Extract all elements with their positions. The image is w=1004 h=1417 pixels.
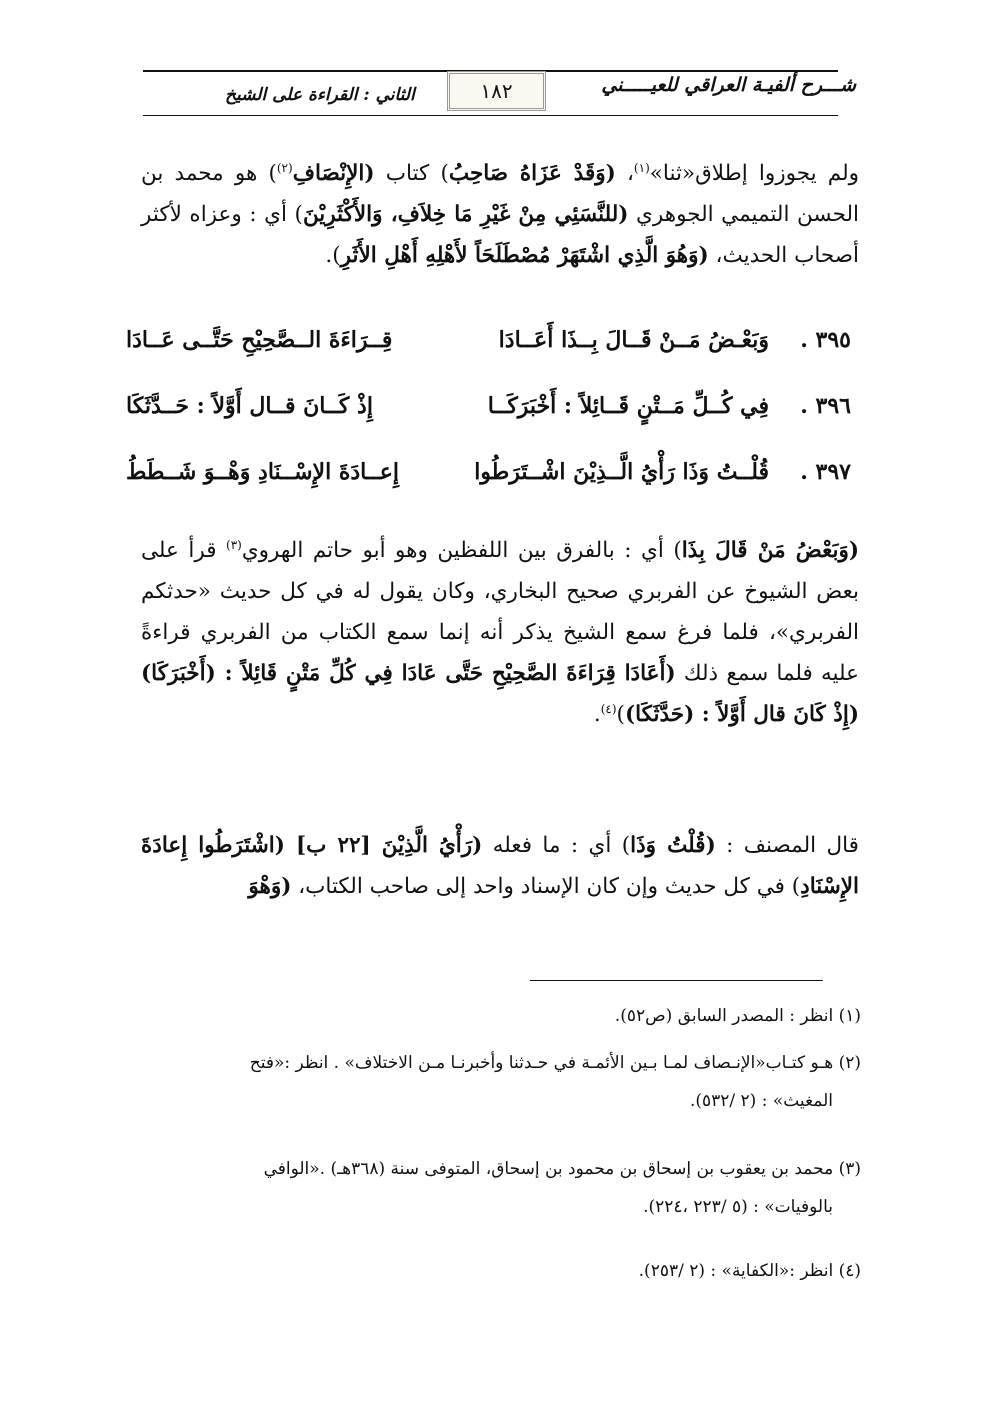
footnote-line: بالوفيات» : (٥ /٢٢٣ ،٢٢٤). — [643, 1197, 833, 1217]
footnote-4 — [141, 1252, 861, 1290]
footnote-ref-1[interactable]: (١) — [633, 160, 650, 175]
paragraph-1 — [141, 153, 859, 276]
verse-397 — [126, 452, 851, 492]
running-book-title: شـــرح ألفيـة العراقي للعيـــــني — [601, 74, 856, 96]
verse-quote: (للنَّسَئِي مِنْ غَيْرِ مَا خِلاَفِ، وَالأَكْثَرِيْنَ — [302, 202, 629, 227]
footnote-line: (٢) هـو كتـاب«الإنـصاف لمـا بـين الأئمـة في حـدثنا وأخبرنـا مـن الاختلاف» . انظر :«فتح — [249, 1053, 861, 1073]
footnote-ref-4[interactable]: (٤) — [600, 701, 617, 716]
verse-quote: (اشْتَرَطُوا إِعادَةَ الإِسْنَادِ — [141, 833, 859, 899]
running-chapter-title: الثاني : القراءة على الشيخ — [225, 85, 415, 105]
text-segment: ) أي : ما فعله — [482, 833, 631, 858]
footnote-line: المغيث» : (٢ /٥٣٢). — [689, 1091, 833, 1111]
text-segment: ) — [616, 702, 625, 727]
footnote-separator — [530, 980, 823, 981]
verse-first-hemistich: فِي كُــلِّ مَــتْنٍ قَــائِلاً : أَخْبَرَكَــا — [487, 393, 769, 419]
page-number-box — [447, 71, 546, 111]
verse-second-hemistich: إِعــادَةَ الإِسْــنَادِ وَهْــوَ شَــطَطُ — [126, 459, 399, 485]
verse-395 — [126, 320, 851, 360]
text-segment: ) في كل حديث وإن كان الإسناد واحد إلى صاحب الكتاب، — [291, 874, 801, 899]
verse-396 — [126, 386, 851, 426]
verse-number: ٣٩٥ . — [800, 327, 851, 353]
page-number: ١٨٢ — [480, 79, 513, 103]
paragraph-2 — [141, 530, 859, 735]
footnote-3 — [141, 1150, 861, 1226]
verse-number: ٣٩٧ . — [800, 459, 851, 485]
footnote-1 — [141, 997, 861, 1035]
verse-second-hemistich: إِذْ كَــانَ قــال أَوَّلاً : حَــدَّثَكَا — [126, 393, 373, 419]
verse-quote: (وَهْوَ — [248, 874, 292, 899]
verse-first-hemistich: قُلْــتُ وَذَا رَأْيُ الَّــذِيْنَ اشْــتَرَطُوا — [474, 459, 769, 485]
text-segment: ) أي : بالفرق بين اللفظين وهو أبو حاتم الهروي — [241, 538, 682, 563]
verse-first-hemistich: وَبَعْـضُ مَــنْ قَــالَ بِــذَا أَعَــادَا — [498, 327, 769, 353]
text-segment: قال المصنف : — [715, 833, 859, 858]
footnote-line: (٣) محمد بن يعقوب بن إسحاق بن محمود بن إسحاق، المتوفى سنة (٣٦٨هـ) .«الوافي — [263, 1159, 861, 1179]
verse-quote: (قُلْتُ وَذَا — [630, 833, 716, 858]
verse-second-hemistich: قِــرَاءَةَ الــصَّحِيْحِ حَتَّــى عَــادَا — [126, 327, 393, 353]
verse-quote: (وَبَعْضُ مَنْ قَالَ بِذَا — [681, 538, 859, 563]
text-segment: . — [593, 702, 601, 727]
book-title-quote: (الإِنْصَافِ — [292, 161, 375, 186]
paragraph-3 — [141, 825, 859, 907]
text-segment: ، — [615, 161, 634, 186]
text-segment: ) هو محمد بن الحسن التميمي الجوهري — [141, 161, 859, 227]
text-segment: ولم يجوزوا إطلاق«ثنا» — [649, 161, 860, 186]
footnote-ref-2[interactable]: (٢) — [276, 160, 293, 175]
footnote-line: (١) انظر : المصدر السابق (ص٥٢). — [614, 1006, 861, 1026]
footnote-line: (٤) انظر :«الكفاية» : (٢ /٢٥٣). — [638, 1261, 861, 1281]
header-rule-bottom — [143, 115, 838, 116]
footnote-2 — [141, 1044, 861, 1120]
verse-number: ٣٩٦ . — [800, 393, 851, 419]
text-segment: ) كتاب — [374, 161, 449, 186]
text-segment: قرأ على بعض الشيوخ عن الفربري صحيح البخاري، وكان يقول له في كل حديث «حدثكم الفربري»، فلما فرغ سمع الشيخ يذكر أنه إنما سمع الكتاب من الفربري قراءةً عليه فلما سمع ذلك — [141, 538, 859, 686]
text-segment: ). — [325, 243, 341, 268]
manuscript-folio-marker: [٢٢ ب] — [284, 833, 382, 858]
verse-quote: (رَأْيُ الَّذِيْنَ — [381, 833, 483, 858]
verse-quote: (وَقَدْ عَزَاهُ صَاحِبُ — [448, 161, 616, 186]
verse-quote: (أَعَادَا قِرَاءَةَ الصَّحِيْحِ حَتَّى عَادَا فِي كُلِّ مَتْنٍ قَائِلاً : (أَخْبَرَكَا) (إِذْ كَانَ قال أَوَّلاً : (حَدَّثَكَا) — [141, 661, 859, 727]
text-segment: ) أي : وعزاه لأكثر أصحاب الحديث، — [141, 202, 859, 268]
footnote-ref-3[interactable]: (٣) — [226, 537, 242, 552]
verse-quote: (وَهُوَ الَّذِي اشْتَهَرْ مُصْطَلَحَاً لأَهْلِهِ أَهْلِ الأَثَرِ — [340, 243, 709, 268]
